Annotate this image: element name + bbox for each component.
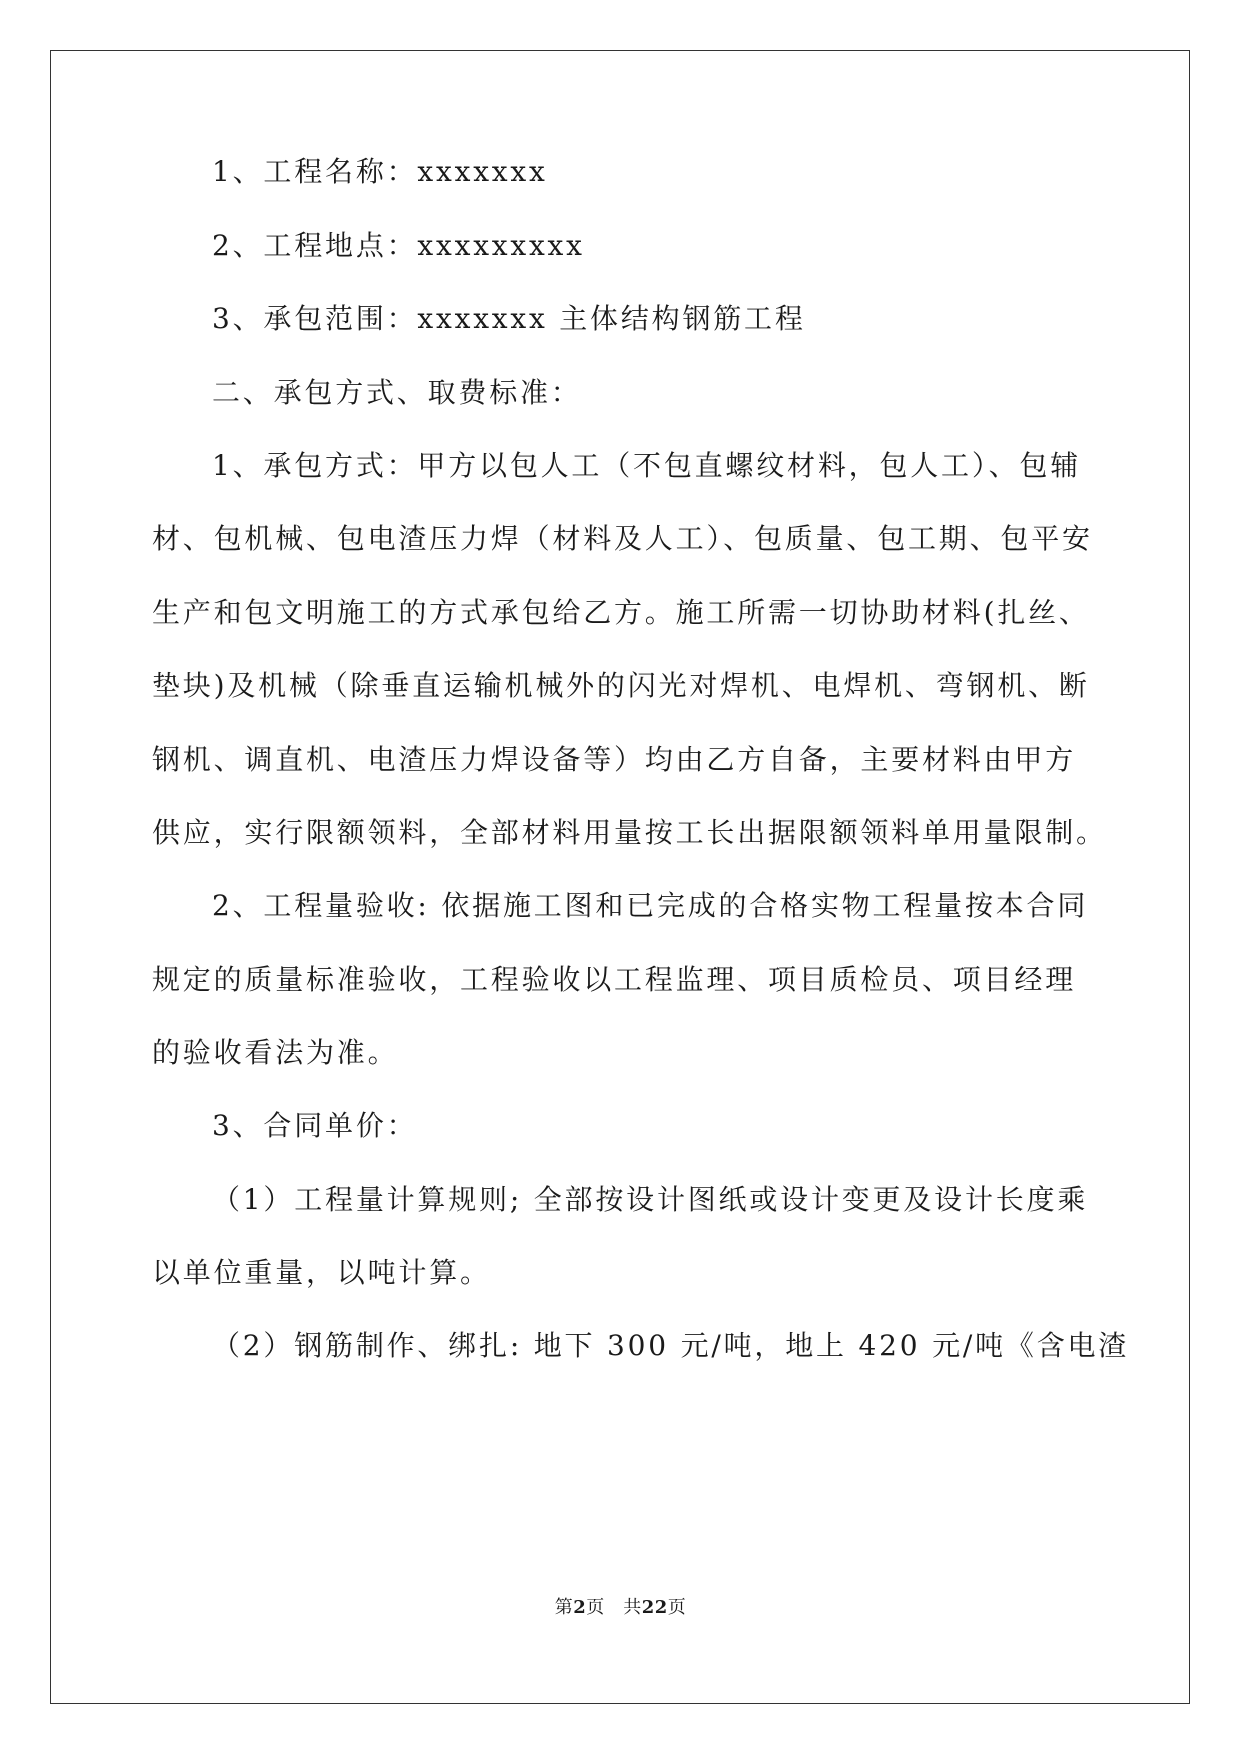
page-label-mid: 页 共 (586, 1597, 642, 1618)
section-heading: 二、承包方式、取费标准： (212, 376, 582, 409)
paragraph-line: 生产和包文明施工的方式承包给乙方。施工所需一切协助材料(扎丝、 (152, 596, 1090, 629)
paragraph-line: 规定的质量标准验收，工程验收以工程监理、项目质检员、项目经理 (152, 963, 1077, 996)
page-border (50, 50, 1190, 1704)
project-name-line: 1、工程名称：xxxxxxx (212, 155, 548, 188)
total-pages-number: 22 (641, 1597, 668, 1618)
contract-price-heading: 3、合同单价： (212, 1109, 418, 1142)
page-number-footer (0, 1596, 1241, 1620)
paragraph-line: （2）钢筋制作、绑扎: 地下 300 元/吨，地上 420 元/吨《含电渣 (212, 1329, 1130, 1362)
page-label-suffix: 页 (667, 1597, 687, 1618)
paragraph-line: 1、承包方式：甲方以包人工（不包直螺纹材料，包人工）、包辅 (212, 449, 1082, 482)
paragraph-line: 垫块)及机械（除垂直运输机械外的闪光对焊机、电焊机、弯钢机、断 (152, 669, 1090, 702)
project-location-line: 2、工程地点：xxxxxxxxx (212, 229, 585, 262)
contract-scope-line: 3、承包范围：xxxxxxx 主体结构钢筋工程 (212, 302, 806, 335)
paragraph-line: 材、包机械、包电渣压力焊（材料及人工）、包质量、包工期、包平安 (152, 522, 1093, 555)
current-page-number: 2 (573, 1597, 587, 1618)
paragraph-line: 供应，实行限额领料，全部材料用量按工长出据限额领料单用量限制。 (152, 816, 1107, 849)
paragraph-line: 2、工程量验收: 依据施工图和已完成的合格实物工程量按本合同 (212, 889, 1089, 922)
paragraph-line: 的验收看法为准。 (152, 1036, 399, 1069)
paragraph-line: （1）工程量计算规则; 全部按设计图纸或设计变更及设计长度乘 (212, 1183, 1089, 1216)
paragraph-line: 钢机、调直机、电渣压力焊设备等）均由乙方自备，主要材料由甲方 (152, 743, 1077, 776)
paragraph-line: 以单位重量，以吨计算。 (152, 1256, 491, 1289)
page-label-prefix: 第 (554, 1597, 574, 1618)
